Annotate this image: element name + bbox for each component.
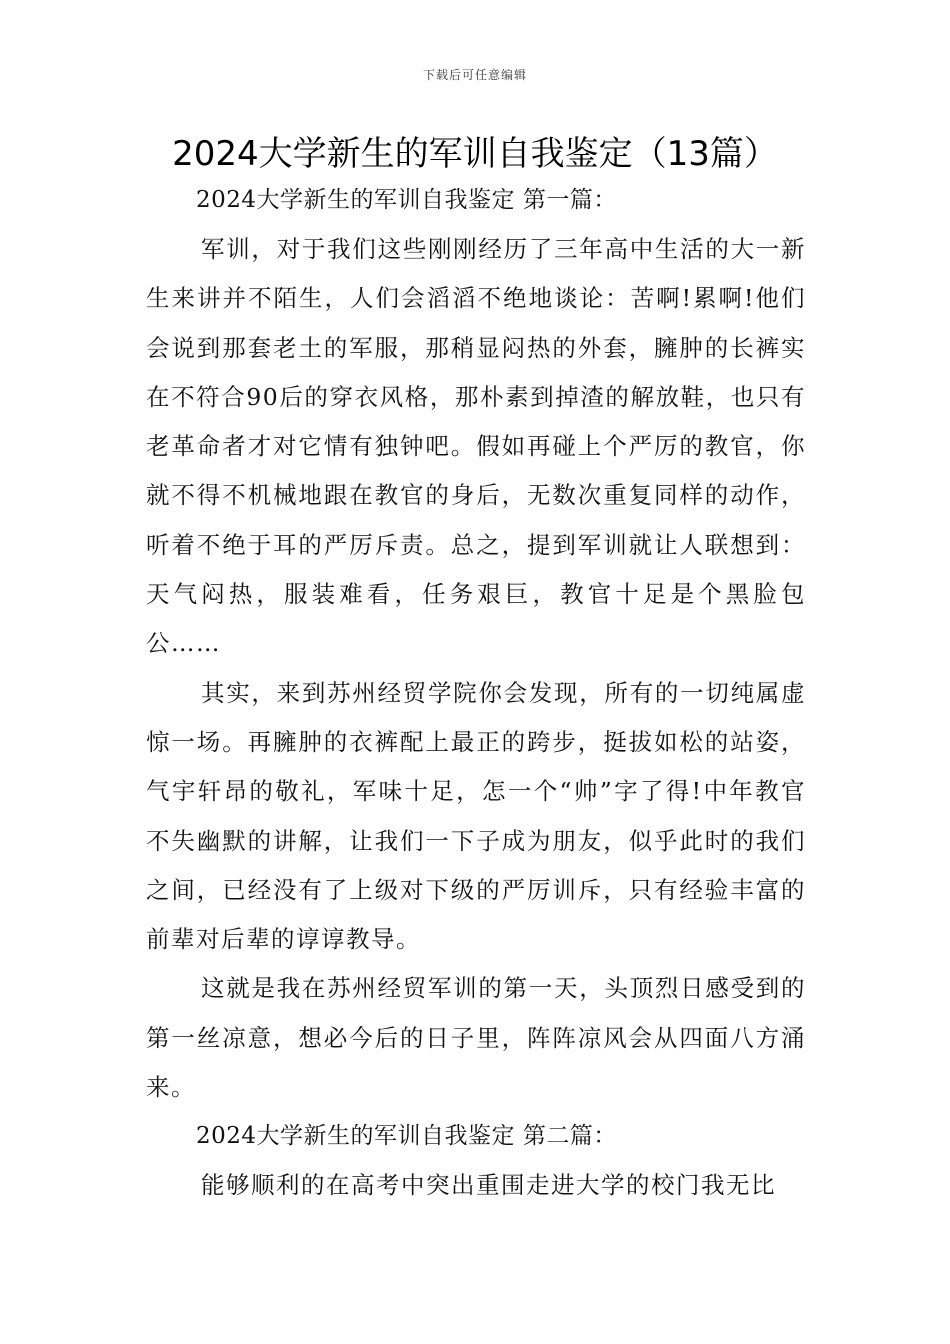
section-heading: 2024大学新生的军训自我鉴定 第一篇： (196, 187, 617, 213)
header-note: 下载后可任意编辑 (422, 68, 527, 82)
section-heading: 2024大学新生的军训自我鉴定 第二篇： (196, 1123, 617, 1150)
document-body (146, 176, 806, 1211)
section-2 (146, 1112, 806, 1210)
document-title: 2024大学新生的军训自我鉴定（13篇） (172, 134, 778, 174)
paragraph: 这就是我在苏州经贸军训的第一天，头顶烈日感受到的第一丝凉意，想必今后的日子里，阵阵凉风会从四面八方涌来。 (146, 974, 806, 1102)
paragraph: 其实，来到苏州经贸学院你会发现，所有的一切纯属虚惊一场。再臃肿的衣裤配上最正的跨步，挺拔如松的站姿，气宇轩昂的敬礼，军味十足，怎一个“帅”字了得!中年教官不失幽默的讲解，让我们一下子成为朋友，似乎此时的我们之间，已经没有了上级对下级的严厉训斥，只有经验丰富的前辈对后辈的谆谆教导。 (146, 678, 806, 954)
paragraph: 能够顺利的在高考中突出重围走进大学的校门我无比 (201, 1171, 776, 1200)
section-1 (146, 176, 806, 1112)
paragraph: 军训，对于我们这些刚刚经历了三年高中生活的大一新生来讲并不陌生，人们会滔滔不绝地谈论：苦啊!累啊!他们会说到那套老土的军服，那稍显闷热的外套，臃肿的长裤实在不符合90后的穿衣风格，那朴素到掉渣的解放鞋，也只有老革命者才对它情有独钟吧。假如再碰上个严厉的教官，你就不得不机械地跟在教官的身后，无数次重复同样的动作，听着不绝于耳的严厉斥责。总之，提到军训就让人联想到：天气闷热，服装难看，任务艰巨，教官十足是个黑脸包公…… (146, 235, 806, 658)
